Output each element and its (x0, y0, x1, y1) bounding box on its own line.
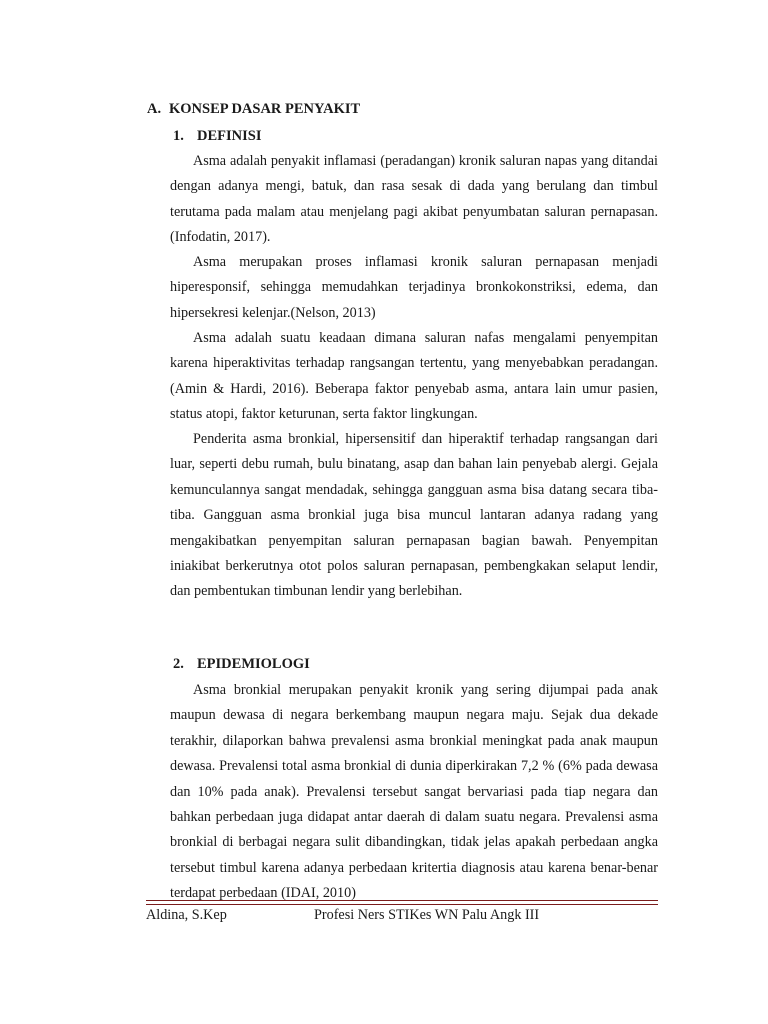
definisi-paragraph-3: Asma adalah suatu keadaan dimana saluran nafas mengalami penyempitan karena hiperaktivitas terhadap rangsangan tertentu, yang menyebabkan peradangan. (Amin & Hardi, 2016). Beberapa faktor penyebab asma, antara lain umur pasien, status atopi, faktor keturunan, serta faktor lingkungan. (170, 330, 658, 423)
definisi-title: DEFINISI (197, 128, 262, 144)
footer-course: Profesi Ners STIKes WN Palu Angk III (314, 907, 540, 923)
epidemiologi-heading (173, 656, 310, 673)
section-heading (147, 101, 360, 118)
definisi-paragraph-4: Penderita asma bronkial, hipersensitif dan hiperaktif terhadap rangsangan dari luar, seperti debu rumah, bulu binatang, asap dan bahan lain penyebab alergi. Gejala kemunculannya sangat mendadak, sehingga gangguan asma bisa datang secara tiba-tiba. Gangguan asma bronkial juga bisa muncul lantaran adanya radang yang mengakibatkan penyempitan saluran pernapasan bagian bawah. Penyempitan iniakibat berkerutnya otot polos saluran pernapasan, pembengkakan selaput lendir, dan pembentukan timbunan lendir yang berlebihan. (170, 431, 658, 600)
epidemiologi-number: 2. (173, 656, 184, 672)
definisi-heading (173, 128, 261, 145)
footer-author: Aldina, S.Kep (146, 907, 227, 923)
section-title: KONSEP DASAR PENYAKIT (169, 101, 361, 117)
definisi-paragraph-1: Asma adalah penyakit inflamasi (peradangan) kronik saluran napas yang ditandai dengan adanya mengi, batuk, dan rasa sesak di dada yang berulang dan timbul terutama pada malam atau menjelang pagi akibat penyumbatan saluran pernapasan. (Infodatin, 2017). (170, 153, 658, 246)
definisi-number: 1. (173, 128, 184, 144)
footer-rule-thick (146, 900, 658, 901)
footer-rule-thin (146, 904, 658, 905)
epidemiologi-paragraph-1: Asma bronkial merupakan penyakit kronik yang sering dijumpai pada anak maupun dewasa di negara berkembang maupun negara maju. Sejak dua dekade terakhir, dilaporkan bahwa prevalensi asma bronkial meningkat pada anak maupun dewasa. Prevalensi total asma bronkial di dunia diperkirakan 7,2 % (6% pada dewasa dan 10% pada anak). Prevalensi tersebut sangat bervariasi pada tiap negara dan bahkan perbedaan juga didapat antar daerah di dalam suatu negara. Prevalensi asma bronkial di berbagai negara sulit dibandingkan, tidak jelas apakah perbedaan angka tersebut timbul karena adanya perbedaan kritertia diagnosis atau karena benar-benar terdapat perbedaan (IDAI, 2010) (170, 682, 658, 902)
definisi-paragraph-2: Asma merupakan proses inflamasi kronik saluran pernapasan menjadi hiperesponsif, sehingga memudahkan terjadinya bronkokonstriksi, edema, dan hipersekresi kelenjar.(Nelson, 2013) (170, 254, 658, 321)
section-marker: A. (147, 101, 162, 117)
epidemiologi-title: EPIDEMIOLOGI (197, 656, 310, 672)
